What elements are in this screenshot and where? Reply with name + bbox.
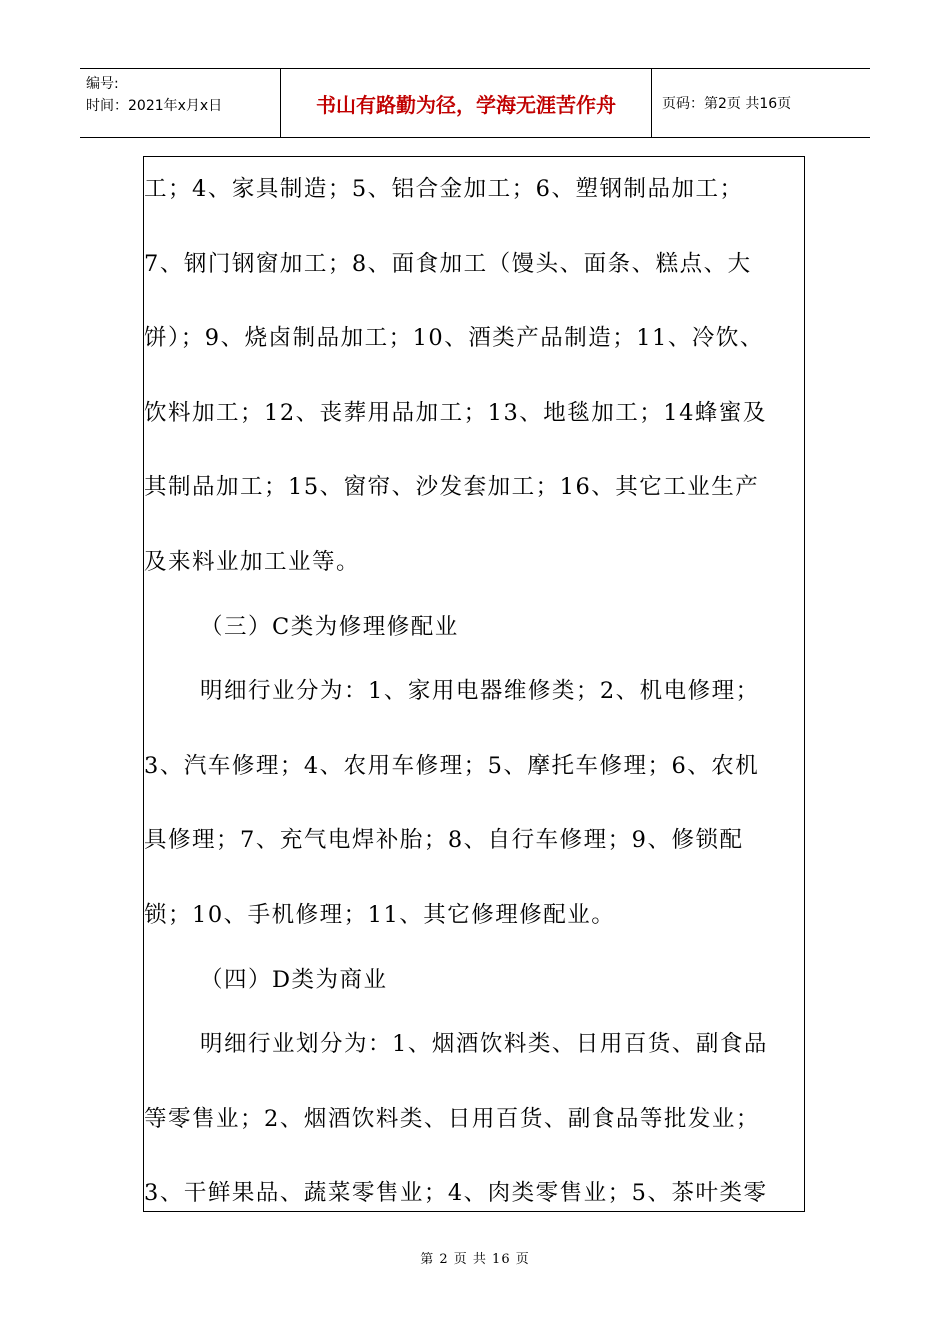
page-header	[80, 68, 870, 138]
body-line: 工；4、家具制造；5、铝合金加工；6、塑钢制品加工；	[144, 176, 744, 202]
header-meta	[80, 69, 280, 137]
section-heading-c: （三）C类为修理修配业	[200, 614, 459, 640]
header-page-number: 页码：第2页 共16页	[662, 96, 792, 112]
body-line: 等零售业；2、烟酒饮料类、日用百货、副食品等批发业；	[144, 1106, 760, 1132]
body-line: 饮料加工；12、丧葬用品加工；13、地毯加工；14蜂蜜及	[144, 400, 767, 426]
body-line: 明细行业划分为：1、烟酒饮料类、日用百货、副食品	[200, 1031, 768, 1057]
body-line: 3、汽车修理；4、农用车修理；5、摩托车修理；6、农机	[144, 753, 760, 779]
body-line: 锁；10、手机修理；11、其它修理修配业。	[144, 902, 616, 928]
document-number-label: 编号:	[86, 76, 119, 92]
content-frame	[143, 156, 805, 1212]
body-line: 3、干鲜果品、蔬菜零售业；4、肉类零售业；5、茶叶类零	[144, 1180, 768, 1206]
body-line: 明细行业分为：1、家用电器维修类；2、机电修理；	[200, 678, 760, 704]
body-line: 其制品加工；15、窗帘、沙发套加工；16、其它工业生产	[144, 474, 760, 500]
header-motto: 书山有路勤为径，学海无涯苦作舟	[280, 69, 652, 137]
body-line: 及来料业加工业等。	[144, 549, 361, 575]
body-line: 7、钢门钢窗加工；8、面食加工（馒头、面条、糕点、大	[144, 251, 752, 277]
body-line: 具修理；7、充气电焊补胎；8、自行车修理；9、修锁配	[144, 827, 744, 853]
body-line: 饼）；9、烧卤制品加工；10、酒类产品制造；11、冷饮、	[144, 325, 764, 351]
section-heading-d: （四）D类为商业	[200, 967, 388, 993]
document-date: 时间：2021年x月x日	[86, 98, 223, 114]
page-footer: 第 2 页 共 16 页	[420, 1252, 530, 1267]
